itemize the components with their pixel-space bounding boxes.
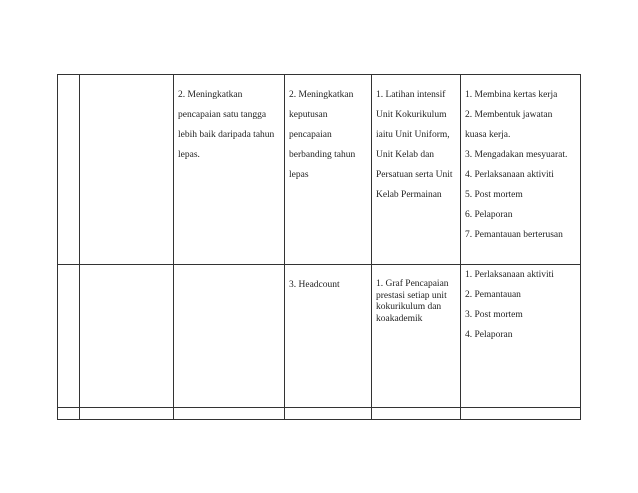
cell-line: Unit Kelab dan (376, 150, 435, 160)
cell-line: 1. Membina kertas kerja (465, 90, 558, 100)
cell-line: 1. Latihan intensif (376, 90, 446, 100)
cell-line: Persatuan serta Unit (376, 170, 453, 180)
table-cell (174, 265, 285, 408)
table-cell (461, 408, 581, 420)
target-cell (285, 75, 372, 265)
table-cell (80, 408, 174, 420)
cell-line: prestasi setiap unit (376, 290, 447, 301)
cell-line: Unit Kokurikulum (376, 110, 447, 120)
cell-line: Kelab Permainan (376, 190, 442, 200)
table-cell (58, 75, 80, 265)
table-cell (58, 265, 80, 408)
cell-line: keputusan (289, 110, 328, 120)
cell-line: 3. Headcount (289, 280, 340, 290)
target-cell (285, 265, 372, 408)
objective-cell (174, 75, 285, 265)
cell-line: iaitu Unit Uniform, (376, 130, 450, 140)
table-cell (58, 408, 80, 420)
cell-line: lepas. (178, 150, 200, 160)
cell-line: 4. Pelaporan (465, 330, 513, 340)
cell-line: 2. Meningkatkan (178, 90, 243, 100)
strategy-cell (372, 265, 461, 408)
plan-table (57, 74, 581, 420)
cell-line: pencapaian satu tangga (178, 110, 267, 120)
cell-line: kokurikulum dan (376, 302, 442, 312)
strategy-cell (372, 75, 461, 265)
cell-line: berbanding tahun (289, 150, 356, 160)
cell-line: 1. Graf Pencapaian (376, 279, 449, 289)
cell-line: lebih baik daripada tahun (178, 130, 275, 140)
cell-line: kuasa kerja. (465, 130, 511, 140)
cell-line: 4. Perlaksanaan aktiviti (465, 170, 554, 180)
table-row (58, 75, 581, 265)
table-cell (285, 408, 372, 420)
cell-line: 7. Pemantauan berterusan (465, 230, 563, 240)
table-cell (372, 408, 461, 420)
action-cell (461, 265, 581, 408)
cell-line: koakademik (376, 313, 423, 324)
table-row (58, 408, 581, 420)
table-cell (80, 265, 174, 408)
cell-line: 2. Pemantauan (465, 290, 521, 300)
cell-line: 1. Perlaksanaan aktiviti (465, 270, 554, 280)
action-cell (461, 75, 581, 265)
cell-line: 3. Mengadakan mesyuarat. (465, 150, 568, 160)
cell-line: 3. Post mortem (465, 310, 523, 320)
cell-line: 6. Pelaporan (465, 210, 513, 220)
cell-line: 2. Membentuk jawatan (465, 110, 553, 120)
cell-line: 2. Meningkatkan (289, 90, 354, 100)
cell-line: 5. Post mortem (465, 190, 523, 200)
table-cell (80, 75, 174, 265)
table-cell (174, 408, 285, 420)
table-row (58, 265, 581, 408)
cell-line: pencapaian (289, 130, 332, 140)
cell-line: lepas (289, 170, 309, 180)
